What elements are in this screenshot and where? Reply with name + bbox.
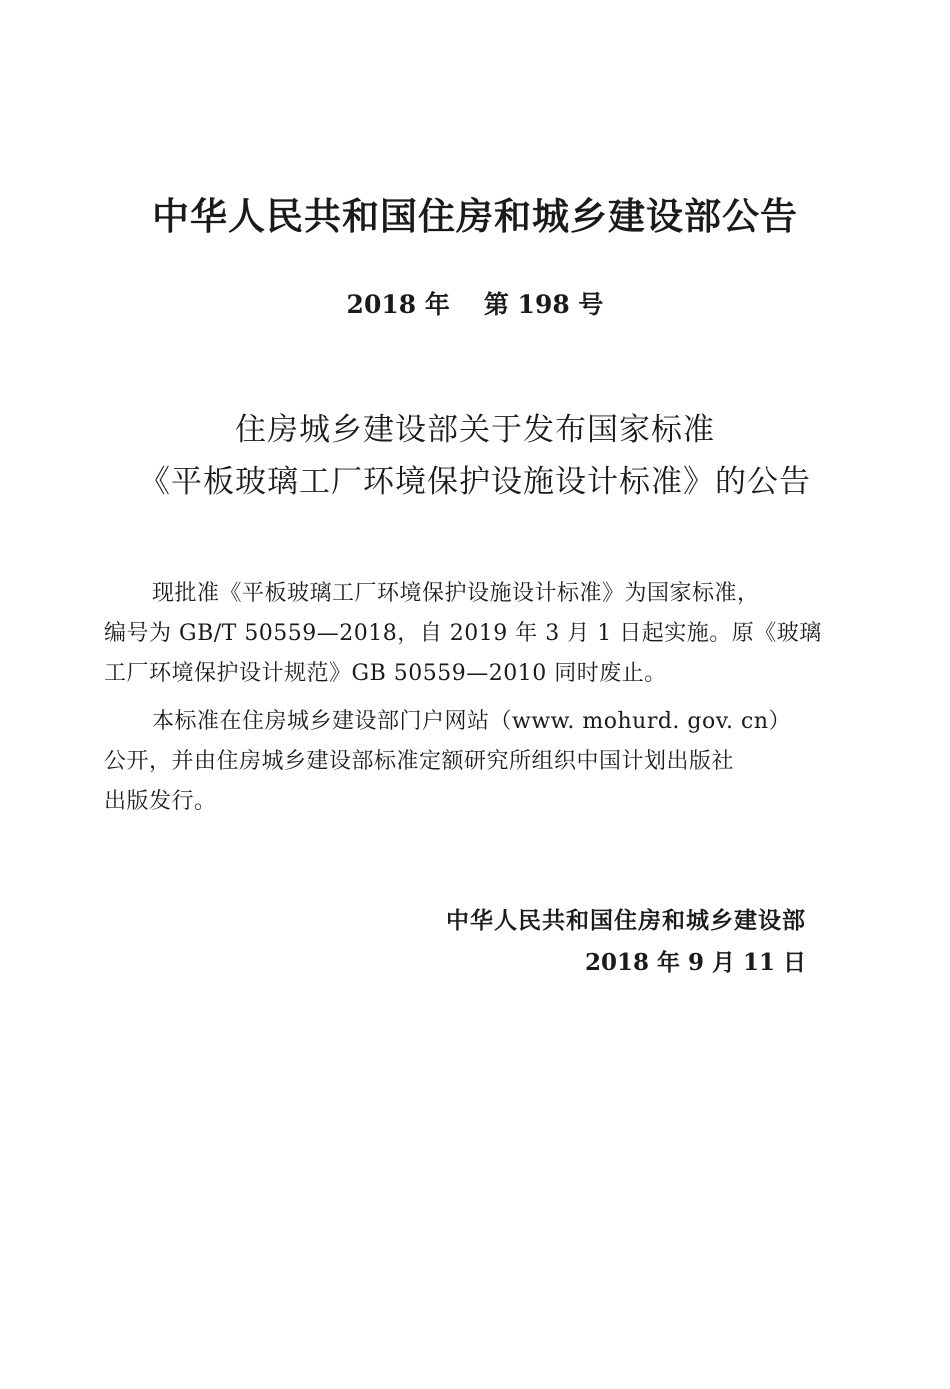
body-line: 本标准在住房城乡建设部门户网站（www. mohurd. gov. cn） [152,709,792,734]
body-paragraph-2 [104,702,864,822]
signature-date: 2018 年 9 月 11 日 [584,949,806,976]
issue-year: 2018 年 [346,290,450,319]
body-line: 现批准《平板玻璃工厂环境保护设施设计标准》为国家标准， [152,581,760,606]
signature-organization: 中华人民共和国住房和城乡建设部 [446,908,806,934]
issue-number [0,285,950,321]
page-title: 中华人民共和国住房和城乡建设部公告 [152,195,798,238]
subtitle-line-2: 《平板玻璃工厂环境保护设施设计标准》的公告 [139,464,811,500]
body-line: 出版发行。 [104,789,217,814]
body-line: 公开，并由住房城乡建设部标准定额研究所组织中国计划出版社 [104,749,735,774]
body-line: 编号为 GB/T 50559—2018，自 2019 年 3 月 1 日起实施。原《玻璃 [104,621,822,646]
issue-no: 第 198 号 [483,290,604,319]
subtitle-line-1: 住房城乡建设部关于发布国家标准 [235,412,715,448]
body-line: 工厂环境保护设计规范》GB 50559—2010 同时废止。 [104,661,667,686]
body-paragraph-1 [104,574,864,694]
